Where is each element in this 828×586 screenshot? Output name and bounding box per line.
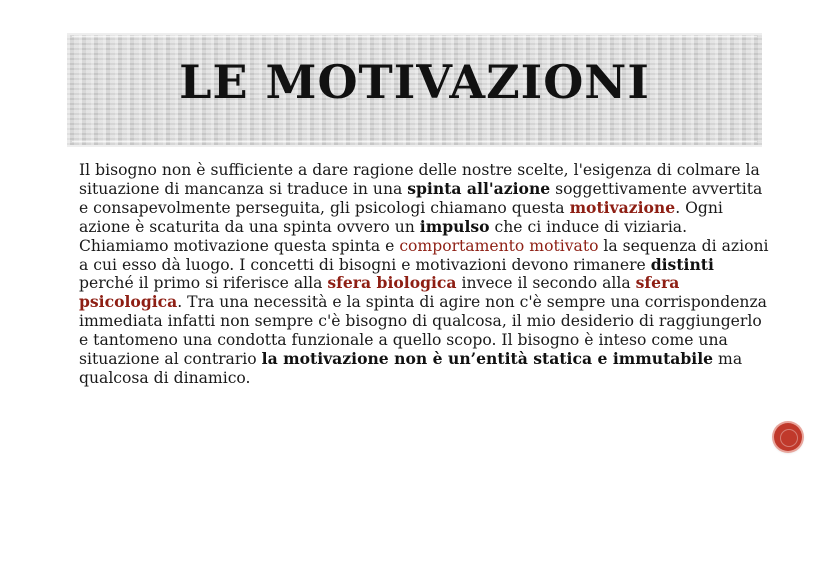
text-run: Il bisogno non è sufficiente a dare ragione delle nostre scelte, l'esigenza di colmare la situazione di mancanza si traduce in una [79, 161, 760, 198]
text-run: perché il primo si riferisce alla [79, 274, 328, 293]
keyword-impulso: impulso [419, 216, 490, 236]
keyword-sfera-psicologica: sfera psicologica [79, 273, 680, 312]
next-slide-button[interactable] [774, 423, 802, 451]
text-run: che ci induce di viziaria. Chiamiamo motivazione questa spinta e [79, 217, 688, 255]
text-run: la sequenza di azioni a cui esso dà luogo. I concetti di bisogni e motivazioni devono rimanere [79, 236, 769, 274]
text-run: invece il secondo alla [456, 274, 636, 293]
keyword-motivazione: motivazione [569, 197, 676, 217]
text-run: . Ogni azione è scaturita da una spinta ovvero un [79, 198, 723, 236]
text-run-bold: la motivazione non è un’entità statica e immutabile [261, 349, 714, 369]
keyword-distinti: distinti [650, 254, 714, 274]
keyword-comportamento-motivato: comportamento motivato [399, 236, 599, 255]
text-run: . Tra una necessità e la spinta di agire non c'è sempre una corrispondenza immediata infatti non sempre c'è bisogno di qualcosa, il mio desiderio di raggiungerlo e tantomeno una condotta funzionale a quello scopo. Il bisogno è inteso come una situazione al contrario [79, 293, 767, 369]
slide-title: LE MOTIVAZIONI [179, 55, 650, 109]
text-run: soggettivamente avvertita e consapevolmente perseguita, gli psicologi chiamano questa [79, 179, 763, 217]
text-run-bold: spinta all'azione [407, 178, 551, 198]
body-paragraph [79, 161, 769, 388]
keyword-sfera-biologica: sfera biologica [327, 273, 457, 293]
text-run: ma qualcosa di dinamico. [79, 350, 743, 387]
